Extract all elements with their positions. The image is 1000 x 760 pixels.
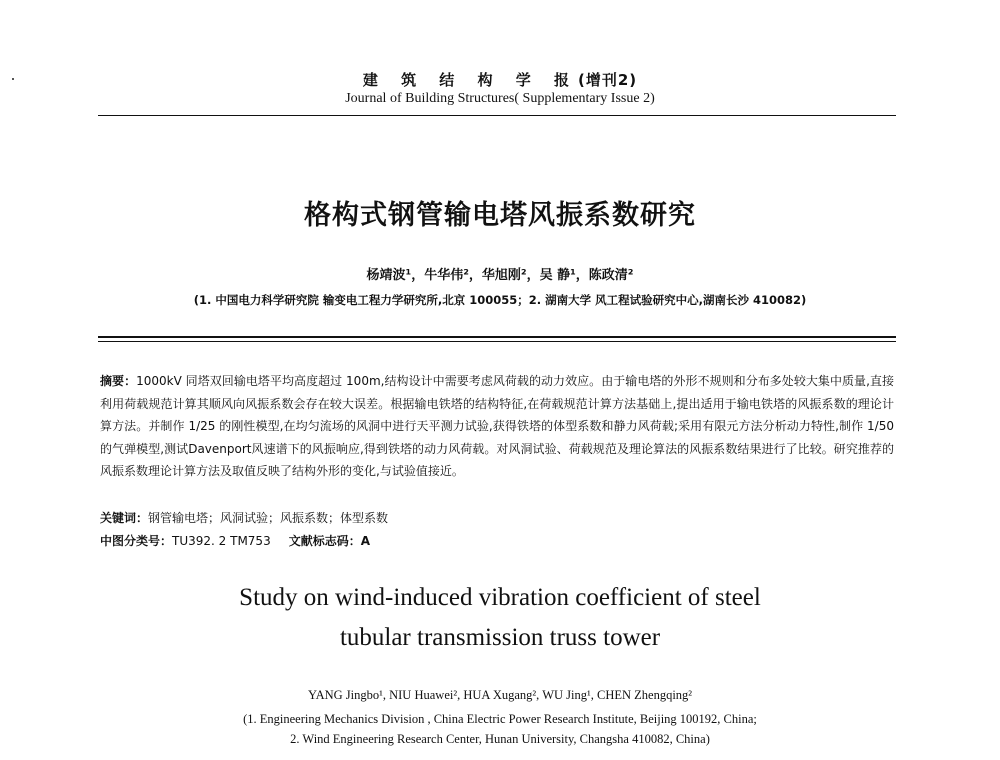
doc-code: A	[360, 534, 371, 548]
paper-title-en	[0, 578, 1000, 658]
abstract-text: 1000kV 同塔双回输电塔平均高度超过 100m,结构设计中需要考虑风荷载的动力效应。由于输电塔的外形不规则和分布多处较大集中质量,直接利用荷载规范计算其顺风向风振系数会存在较大误差。根据输电铁塔的结构特征,在荷载规范计算方法基础上,提出适用于输电铁塔的风振系数的理论计算方法。并制作 1/25 的刚性模型,在均匀流场的风洞中进行天平测力试验,获得铁塔的体型系数和静力风荷载;采用有限元方法分析动力特性,制作 1/50 的气弹模型,测试Davenport风速谱下的风振响应,得到铁塔的动力风荷载。对风洞试验、荷载规范及理论算法的风振系数结果进行了比较。研究推荐的风振系数理论计算方法及取值反映了结构外形的变化,与试验值接近。	[100, 374, 894, 478]
doc-code-label: 文献标志码：	[288, 534, 361, 548]
keywords-text: 钢管输电塔；风洞试验；风振系数；体型系数	[148, 511, 389, 525]
classification-line	[100, 532, 370, 549]
journal-title-en: Journal of Building Structures( Supplementary Issue 2)	[345, 91, 655, 106]
affiliation-cn: (1. 中国电力科学研究院 输变电工程力学研究所,北京 100055；2. 湖南大学 风工程试验研究中心,湖南长沙 410082)	[193, 293, 807, 307]
authors-en: YANG Jingbo¹, NIU Huawei², HUA Xugang², WU Jing¹, CHEN Zhengqing²	[307, 688, 693, 702]
section-rule-thin	[98, 341, 896, 342]
paper-title-en-line2: tubular transmission truss tower	[339, 624, 661, 651]
paper-title-en-line1: Study on wind-induced vibration coefficient of steel	[239, 584, 761, 611]
classification-label: 中图分类号：	[100, 534, 173, 548]
header-rule	[98, 115, 896, 116]
affiliation-en-line1: (1. Engineering Mechanics Division , China Electric Power Research Institute, Beijing 100192, China;	[243, 712, 757, 726]
journal-title-cn	[0, 69, 1000, 90]
keywords-line	[100, 509, 388, 526]
section-rule-thick	[98, 336, 896, 338]
authors-cn: 杨靖波¹，牛华伟²，华旭刚²，吴 静¹，陈政清²	[366, 268, 634, 283]
affiliation-en-line2: 2. Wind Engineering Research Center, Hunan University, Changsha 410082, China)	[290, 732, 710, 746]
paper-title-cn: 格构式钢管输电塔风振系数研究	[304, 200, 696, 231]
abstract-label: 摘要：	[100, 374, 137, 388]
keywords-label: 关键词：	[100, 511, 149, 525]
abstract-cn	[100, 370, 894, 483]
journal-name-cn: 建 筑 结 构 学 报	[362, 71, 578, 89]
affiliation-en	[0, 709, 1000, 749]
journal-issue-cn: (增刊2)	[577, 71, 638, 89]
classification-codes: TU392. 2 TM753	[172, 534, 271, 548]
